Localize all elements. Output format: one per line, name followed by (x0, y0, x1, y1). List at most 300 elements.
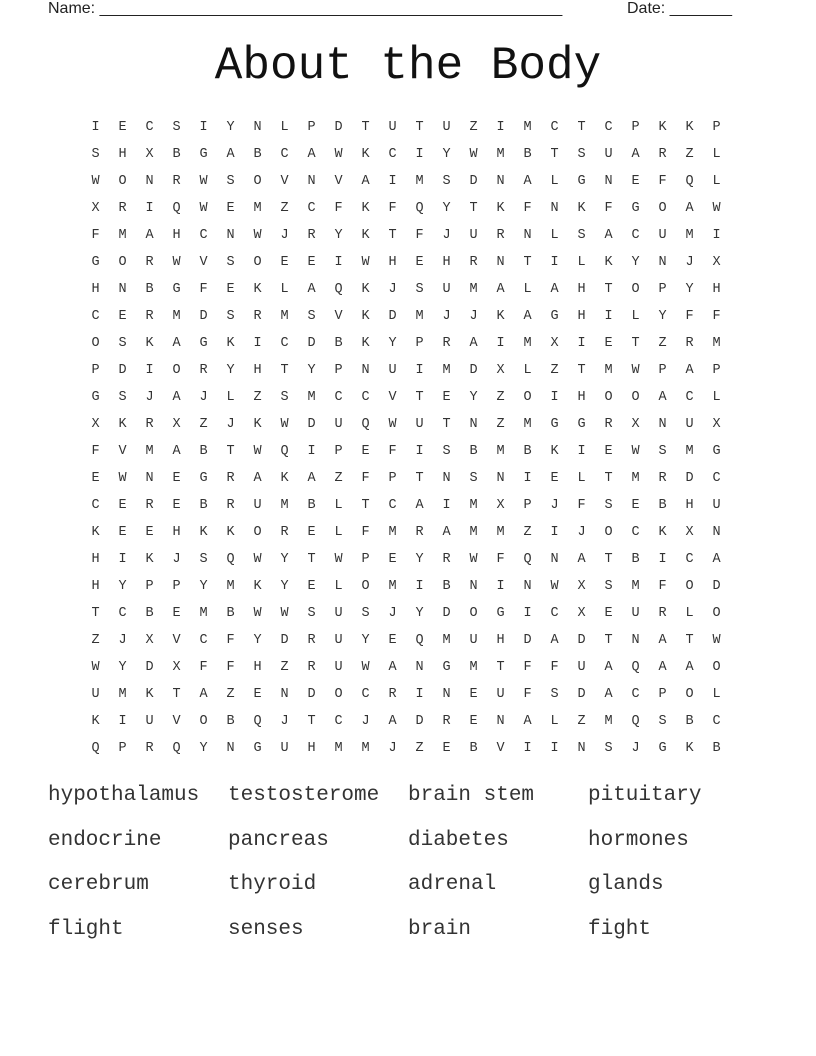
grid-letter: Q (523, 552, 532, 567)
grid-letter: J (388, 606, 397, 621)
grid-letter: P (334, 444, 343, 459)
grid-letter: S (577, 228, 586, 243)
grid-letter: O (631, 282, 640, 297)
grid-letter: E (172, 471, 181, 486)
grid-letter: E (172, 498, 181, 513)
grid-letter: I (550, 741, 559, 756)
grid-letter: P (712, 120, 721, 135)
grid-letter: F (226, 633, 235, 648)
grid-letter: W (253, 444, 262, 459)
grid-letter: A (361, 174, 370, 189)
grid-letter: M (388, 525, 397, 540)
grid-letter: J (145, 390, 154, 405)
grid-letter: J (118, 633, 127, 648)
grid-letter: C (280, 336, 289, 351)
grid-letter: R (145, 309, 154, 324)
grid-letter: E (307, 255, 316, 270)
grid-letter: W (361, 255, 370, 270)
grid-letter: N (631, 633, 640, 648)
grid-letter: K (550, 444, 559, 459)
grid-letter: S (307, 606, 316, 621)
grid-letter: N (658, 417, 667, 432)
grid-letter: C (388, 498, 397, 513)
grid-letter: U (334, 633, 343, 648)
grid-letter: R (442, 336, 451, 351)
grid-letter: W (631, 444, 640, 459)
grid-letter: P (145, 579, 154, 594)
grid-letter: V (172, 633, 181, 648)
grid-letter: Q (631, 714, 640, 729)
grid-letter: N (577, 741, 586, 756)
grid-letter: K (604, 255, 613, 270)
grid-letter: C (334, 714, 343, 729)
grid-letter: A (496, 282, 505, 297)
grid-letter: E (469, 687, 478, 702)
grid-letter: Q (172, 741, 181, 756)
grid-letter: U (604, 147, 613, 162)
grid-letter: G (253, 741, 262, 756)
grid-letter: J (550, 498, 559, 513)
grid-letter: N (523, 579, 532, 594)
grid-letter: M (523, 336, 532, 351)
grid-letter: Q (91, 741, 100, 756)
grid-letter: M (172, 309, 181, 324)
grid-letter: U (631, 606, 640, 621)
grid-letter: S (91, 147, 100, 162)
grid-letter: C (199, 633, 208, 648)
grid-letter: I (658, 552, 667, 567)
grid-letter: D (388, 309, 397, 324)
grid-letter: K (361, 309, 370, 324)
grid-letter: Y (361, 633, 370, 648)
grid-letter: Y (442, 147, 451, 162)
grid-row (82, 573, 732, 600)
grid-letter: Y (307, 363, 316, 378)
grid-letter: A (226, 147, 235, 162)
grid-letter: T (577, 120, 586, 135)
grid-letter: F (199, 282, 208, 297)
grid-letter: K (145, 336, 154, 351)
grid-letter: O (712, 660, 721, 675)
grid-letter: L (712, 687, 721, 702)
grid-letter: N (145, 471, 154, 486)
grid-letter: S (442, 444, 451, 459)
grid-letter: K (226, 525, 235, 540)
grid-letter: Z (577, 714, 586, 729)
grid-letter: O (658, 201, 667, 216)
grid-letter: N (496, 471, 505, 486)
grid-letter: S (604, 741, 613, 756)
grid-letter: H (496, 633, 505, 648)
grid-letter: E (253, 687, 262, 702)
grid-letter: Z (199, 417, 208, 432)
grid-letter: P (658, 687, 667, 702)
grid-letter: I (523, 606, 532, 621)
grid-letter: F (523, 660, 532, 675)
grid-letter: E (442, 741, 451, 756)
grid-letter: I (577, 444, 586, 459)
grid-letter: S (577, 147, 586, 162)
grid-letter: E (604, 336, 613, 351)
grid-letter: E (388, 633, 397, 648)
word-list (48, 780, 768, 958)
grid-letter: O (253, 255, 262, 270)
grid-row (82, 519, 732, 546)
grid-letter: M (469, 282, 478, 297)
grid-letter: C (631, 228, 640, 243)
grid-letter: M (253, 201, 262, 216)
grid-letter: M (118, 687, 127, 702)
grid-letter: U (685, 417, 694, 432)
grid-letter: M (388, 579, 397, 594)
grid-letter: T (361, 498, 370, 513)
grid-letter: V (334, 309, 343, 324)
grid-letter: I (91, 120, 100, 135)
grid-letter: O (712, 606, 721, 621)
grid-row (82, 735, 732, 762)
page-title: About the Body (214, 40, 602, 92)
grid-row (82, 114, 732, 141)
grid-letter: T (631, 336, 640, 351)
grid-letter: K (361, 201, 370, 216)
grid-letter: E (307, 579, 316, 594)
grid-letter: R (253, 309, 262, 324)
grid-letter: N (118, 282, 127, 297)
grid-letter: E (118, 309, 127, 324)
grid-letter: G (91, 390, 100, 405)
word-list-item: pancreas (228, 828, 329, 852)
word-list-item: hormones (588, 828, 689, 852)
grid-letter: I (496, 579, 505, 594)
grid-letter: R (388, 687, 397, 702)
grid-letter: C (280, 147, 289, 162)
grid-letter: S (118, 390, 127, 405)
grid-letter: L (550, 714, 559, 729)
grid-letter: D (280, 633, 289, 648)
grid-letter: N (604, 174, 613, 189)
grid-letter: J (280, 228, 289, 243)
grid-letter: C (199, 228, 208, 243)
grid-letter: H (91, 282, 100, 297)
grid-letter: Z (415, 741, 424, 756)
grid-letter: M (496, 444, 505, 459)
grid-letter: Y (118, 579, 127, 594)
grid-letter: N (442, 687, 451, 702)
grid-letter: P (307, 120, 316, 135)
grid-row (82, 654, 732, 681)
grid-letter: A (631, 147, 640, 162)
grid-letter: I (523, 741, 532, 756)
grid-letter: F (199, 660, 208, 675)
grid-row (82, 357, 732, 384)
grid-letter: A (550, 282, 559, 297)
grid-letter: P (172, 579, 181, 594)
grid-letter: U (658, 228, 667, 243)
grid-letter: S (469, 471, 478, 486)
grid-letter: L (577, 255, 586, 270)
grid-letter: W (253, 228, 262, 243)
grid-row (82, 195, 732, 222)
grid-letter: M (280, 498, 289, 513)
grid-letter: R (658, 147, 667, 162)
grid-letter: D (307, 336, 316, 351)
grid-letter: J (685, 255, 694, 270)
grid-letter: J (388, 282, 397, 297)
grid-letter: K (226, 336, 235, 351)
grid-letter: J (280, 714, 289, 729)
grid-letter: O (334, 687, 343, 702)
word-list-item: diabetes (408, 828, 509, 852)
grid-letter: F (388, 201, 397, 216)
grid-letter: M (145, 444, 154, 459)
grid-letter: G (577, 174, 586, 189)
grid-letter: W (631, 363, 640, 378)
grid-letter: Q (415, 201, 424, 216)
grid-letter: W (91, 660, 100, 675)
grid-letter: P (91, 363, 100, 378)
grid-letter: I (334, 255, 343, 270)
grid-letter: M (442, 363, 451, 378)
grid-letter: N (415, 660, 424, 675)
grid-letter: I (415, 147, 424, 162)
grid-letter: U (577, 660, 586, 675)
grid-letter: F (91, 228, 100, 243)
grid-letter: T (496, 660, 505, 675)
grid-letter: R (172, 174, 181, 189)
grid-letter: W (334, 147, 343, 162)
grid-letter: J (469, 309, 478, 324)
grid-letter: A (523, 714, 532, 729)
grid-letter: F (658, 174, 667, 189)
grid-letter: D (577, 633, 586, 648)
grid-letter: R (658, 606, 667, 621)
grid-letter: X (145, 633, 154, 648)
grid-letter: U (334, 606, 343, 621)
grid-letter: K (496, 201, 505, 216)
grid-letter: M (604, 363, 613, 378)
header (48, 0, 748, 20)
grid-letter: G (550, 309, 559, 324)
grid-letter: A (415, 498, 424, 513)
grid-letter: D (199, 309, 208, 324)
grid-letter: T (307, 714, 316, 729)
grid-letter: T (604, 282, 613, 297)
grid-letter: K (253, 579, 262, 594)
grid-letter: U (712, 498, 721, 513)
grid-letter: N (550, 552, 559, 567)
grid-letter: D (334, 120, 343, 135)
grid-letter: A (604, 660, 613, 675)
grid-letter: C (91, 498, 100, 513)
grid-letter: C (712, 471, 721, 486)
grid-letter: I (550, 255, 559, 270)
grid-letter: U (496, 687, 505, 702)
word-list-item: pituitary (588, 784, 702, 807)
grid-letter: X (550, 336, 559, 351)
grid-letter: F (388, 444, 397, 459)
grid-letter: M (469, 498, 478, 513)
grid-letter: F (361, 471, 370, 486)
grid-letter: G (496, 606, 505, 621)
grid-letter: O (685, 579, 694, 594)
grid-letter: H (91, 579, 100, 594)
grid-letter: R (145, 255, 154, 270)
grid-letter: R (442, 552, 451, 567)
grid-letter: I (415, 363, 424, 378)
grid-letter: N (442, 471, 451, 486)
grid-letter: C (631, 687, 640, 702)
grid-letter: T (415, 471, 424, 486)
grid-letter: R (658, 471, 667, 486)
grid-letter: I (415, 579, 424, 594)
grid-letter: K (361, 228, 370, 243)
grid-letter: T (577, 363, 586, 378)
grid-row (82, 330, 732, 357)
grid-letter: X (577, 579, 586, 594)
grid-letter: K (577, 201, 586, 216)
grid-letter: F (361, 525, 370, 540)
grid-letter: A (442, 525, 451, 540)
grid-letter: X (496, 498, 505, 513)
grid-letter: S (118, 336, 127, 351)
grid-letter: J (631, 741, 640, 756)
grid-letter: L (280, 120, 289, 135)
grid-letter: Y (226, 120, 235, 135)
grid-letter: X (685, 525, 694, 540)
grid-letter: L (712, 147, 721, 162)
grid-letter: U (334, 660, 343, 675)
grid-row (82, 708, 732, 735)
grid-letter: U (442, 282, 451, 297)
grid-letter: H (388, 255, 397, 270)
grid-letter: C (307, 201, 316, 216)
grid-letter: B (469, 444, 478, 459)
grid-letter: S (658, 444, 667, 459)
grid-letter: J (577, 525, 586, 540)
grid-letter: Z (280, 660, 289, 675)
grid-letter: I (712, 228, 721, 243)
grid-letter: Z (496, 390, 505, 405)
word-list-item: hypothalamus (48, 784, 200, 807)
grid-letter: T (550, 147, 559, 162)
grid-letter: T (307, 552, 316, 567)
grid-letter: R (145, 741, 154, 756)
grid-letter: T (415, 120, 424, 135)
grid-letter: M (469, 660, 478, 675)
grid-letter: U (388, 363, 397, 378)
grid-letter: K (685, 120, 694, 135)
grid-letter: K (361, 336, 370, 351)
grid-letter: E (307, 525, 316, 540)
grid-letter: O (604, 390, 613, 405)
grid-letter: G (199, 147, 208, 162)
grid-letter: K (685, 741, 694, 756)
grid-letter: H (91, 552, 100, 567)
grid-letter: A (145, 228, 154, 243)
grid-letter: P (658, 363, 667, 378)
grid-letter: E (118, 498, 127, 513)
grid-letter: I (307, 444, 316, 459)
grid-letter: E (550, 471, 559, 486)
grid-letter: E (442, 390, 451, 405)
grid-letter: N (280, 687, 289, 702)
grid-letter: K (658, 525, 667, 540)
grid-letter: Z (550, 363, 559, 378)
grid-letter: V (118, 444, 127, 459)
grid-letter: N (523, 228, 532, 243)
grid-letter: I (415, 444, 424, 459)
grid-letter: O (118, 255, 127, 270)
grid-letter: R (118, 201, 127, 216)
grid-letter: C (712, 714, 721, 729)
grid-letter: D (415, 714, 424, 729)
grid-letter: A (253, 471, 262, 486)
grid-letter: P (658, 282, 667, 297)
grid-letter: M (118, 228, 127, 243)
grid-letter: L (226, 390, 235, 405)
grid-letter: N (307, 174, 316, 189)
grid-letter: Y (469, 390, 478, 405)
grid-letter: U (469, 228, 478, 243)
grid-letter: A (658, 390, 667, 405)
grid-letter: E (172, 606, 181, 621)
grid-letter: E (415, 255, 424, 270)
grid-letter: S (604, 579, 613, 594)
grid-letter: I (118, 714, 127, 729)
grid-letter: S (550, 687, 559, 702)
name-field-label: Name: ____________________________________________________ (48, 0, 563, 17)
grid-letter: X (172, 660, 181, 675)
grid-letter: F (334, 201, 343, 216)
grid-letter: C (550, 120, 559, 135)
grid-letter: A (523, 174, 532, 189)
word-list-item: thyroid (228, 873, 317, 896)
grid-row (82, 438, 732, 465)
grid-letter: R (307, 660, 316, 675)
grid-letter: A (685, 201, 694, 216)
grid-letter: B (685, 714, 694, 729)
grid-letter: M (415, 309, 424, 324)
word-list-item: cerebrum (48, 873, 149, 896)
grid-letter: N (226, 741, 235, 756)
grid-letter: X (712, 255, 721, 270)
grid-row (82, 168, 732, 195)
grid-letter: R (442, 714, 451, 729)
grid-letter: M (523, 120, 532, 135)
grid-letter: B (145, 282, 154, 297)
grid-letter: H (577, 309, 586, 324)
grid-letter: I (118, 552, 127, 567)
grid-letter: C (631, 525, 640, 540)
grid-letter: Y (226, 363, 235, 378)
grid-letter: Q (334, 282, 343, 297)
grid-letter: G (550, 417, 559, 432)
grid-letter: B (334, 336, 343, 351)
grid-letter: K (496, 309, 505, 324)
grid-letter: X (631, 417, 640, 432)
grid-letter: P (118, 741, 127, 756)
grid-letter: R (604, 417, 613, 432)
grid-letter: Y (685, 282, 694, 297)
grid-letter: I (388, 174, 397, 189)
grid-letter: P (415, 336, 424, 351)
grid-letter: I (199, 120, 208, 135)
grid-letter: Q (280, 444, 289, 459)
grid-letter: C (685, 390, 694, 405)
grid-letter: U (145, 714, 154, 729)
grid-letter: X (91, 417, 100, 432)
grid-letter: I (496, 336, 505, 351)
